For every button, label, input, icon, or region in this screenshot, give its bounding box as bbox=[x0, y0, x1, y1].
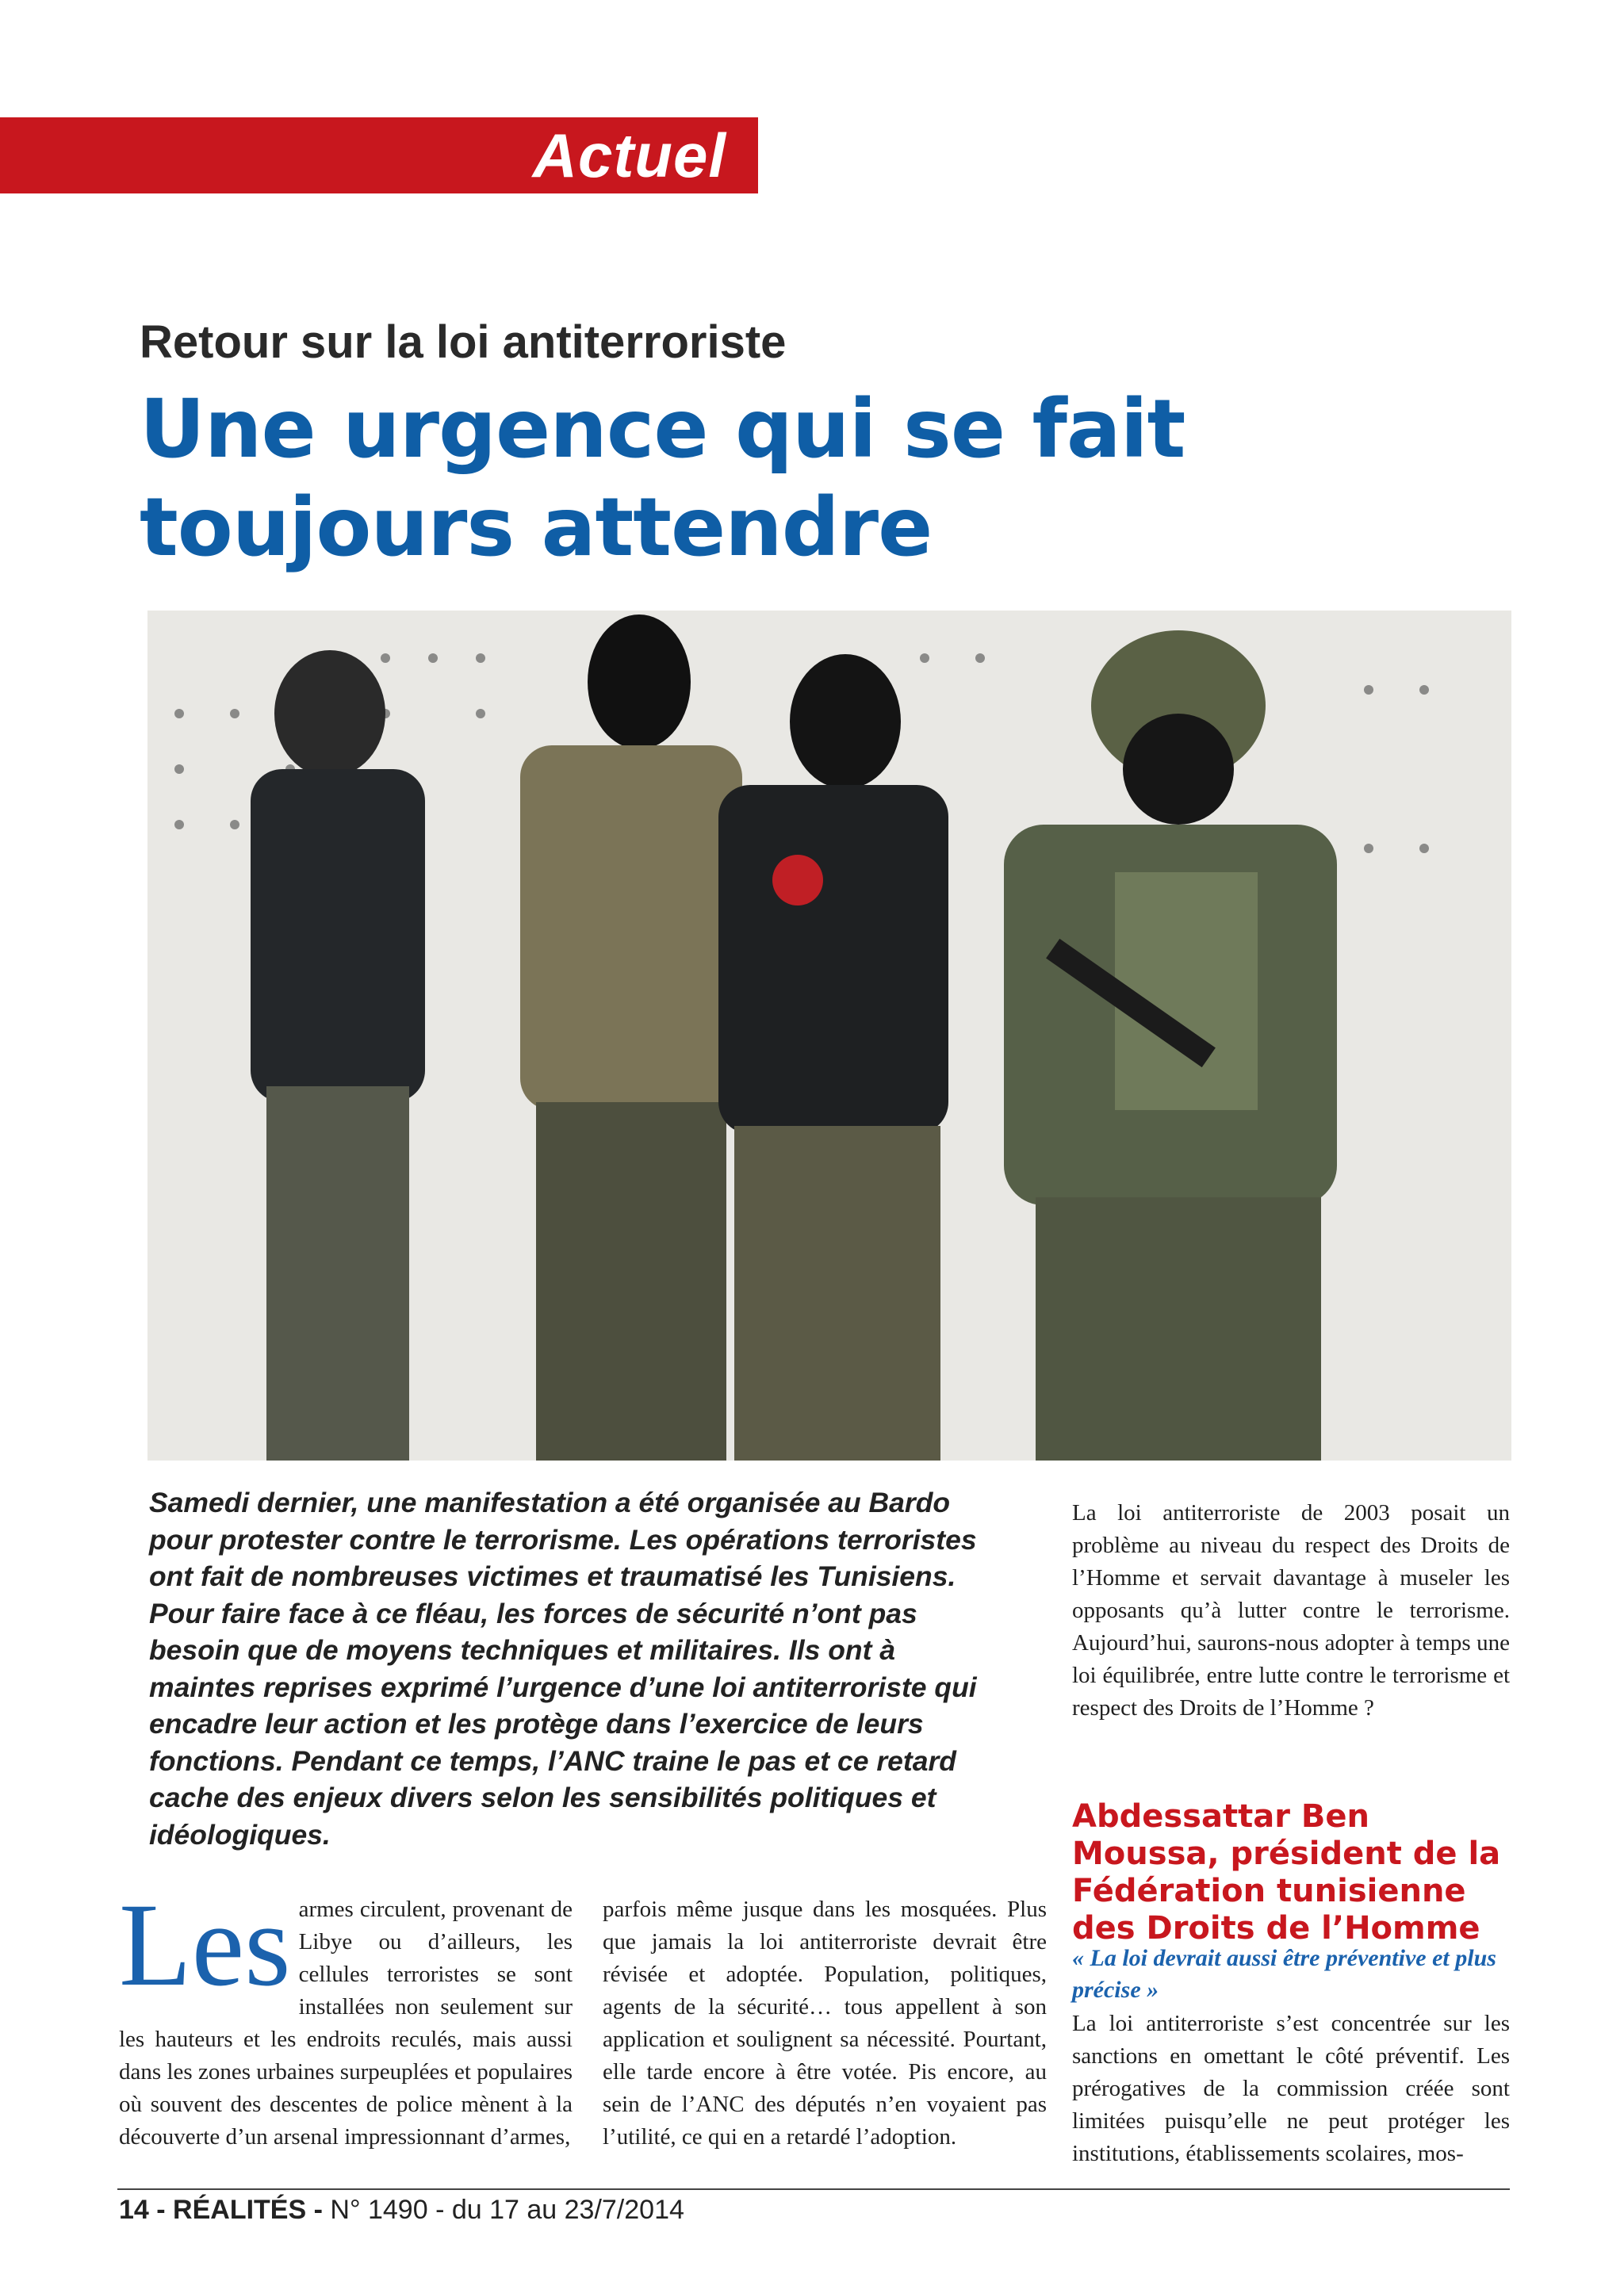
article-photo bbox=[147, 611, 1511, 1461]
rubric-label: Actuel bbox=[532, 121, 726, 190]
article-kicker: Retour sur la loi antiterroriste bbox=[140, 316, 787, 368]
body-column-3-interview: La loi antiterroriste s’est concentrée sur les sanctions en omettant le côté préventif. Les prérogatives de la commission créée sont limitées puisqu’elle ne peut protéger les institutions, établissements scolaires, mos- bbox=[1072, 2011, 1510, 2166]
article-headline bbox=[140, 381, 1488, 577]
body-column-1 bbox=[119, 1879, 573, 2154]
drop-cap: Les bbox=[119, 1879, 291, 2011]
page-footer bbox=[119, 2195, 684, 2226]
body-column-2: parfois même jusque dans les mosquées. Plus que jamais la loi antiterroriste devrait être révisée et adoptée. Population, politiques, agents de la sécurité… tous appellent à son application et soulignent sa nécessité. Pourtant, elle tarde encore à être votée. Pis encore, au sein de l’ANC des députés n’en voyaient pas l’utilité, ce qui en a retardé l’adoption. bbox=[603, 1897, 1047, 2150]
footer-page-number: 14 - RÉALITÉS - bbox=[119, 2195, 323, 2225]
footer-rule bbox=[117, 2188, 1510, 2190]
footer-issue: N° 1490 - du 17 au 23/7/2014 bbox=[322, 2195, 684, 2225]
headline-line-1: Une urgence qui se fait bbox=[140, 382, 1185, 477]
interview-heading: Abdessattar Ben Moussa, président de la Fédération tunisienne des Droits de l’Homme bbox=[1072, 1798, 1501, 1947]
body-column-1-text: armes circulent, provenant de Libye ou d’ailleurs, les cellules terroristes se sont installées non seulement sur les hauteurs et les endroits reculés, mais aussi dans les zones urbaines surpeuplées et populaires où souvent des descentes de police mènent à la découverte d’un arsenal impressionnant d’armes, bbox=[119, 1897, 573, 2150]
body-column-3-intro: La loi antiterroriste de 2003 posait un problème au niveau du respect des Droits de l’Homme et servait davantage à museler les opposants qu’à lutter contre le terrorisme. Aujourd’hui, saurons-nous adopter à temps une loi équilibrée, entre lutte contre le terrorisme et respect des Droits de l’Homme ? bbox=[1072, 1500, 1510, 1721]
headline-line-2: toujours attendre bbox=[140, 480, 933, 575]
article-lead: Samedi dernier, une manifestation a été organisée au Bardo pour protester contre le terrorisme. Les opérations terroristes ont fait de nombreuses victimes et traumatisé les Tunisiens. Pour faire face à ce fléau, les forces de sécurité n’ont pas besoin que de moyens techniques et militaires. Ils ont à maintes reprises exprimé l’urgence d’une loi antiterroriste qui encadre leur action et les protège dans l’exercice de leurs fonctions. Pendant ce temps, l’ANC traine le pas et ce retard cache des enjeux divers selon les sensibilités politiques et idéologiques. bbox=[149, 1487, 977, 1851]
soldier-1 bbox=[251, 650, 425, 1461]
rubric-band bbox=[0, 117, 758, 193]
interview-quote: « La loi devrait aussi être préventive et plus précise » bbox=[1072, 1945, 1496, 2003]
